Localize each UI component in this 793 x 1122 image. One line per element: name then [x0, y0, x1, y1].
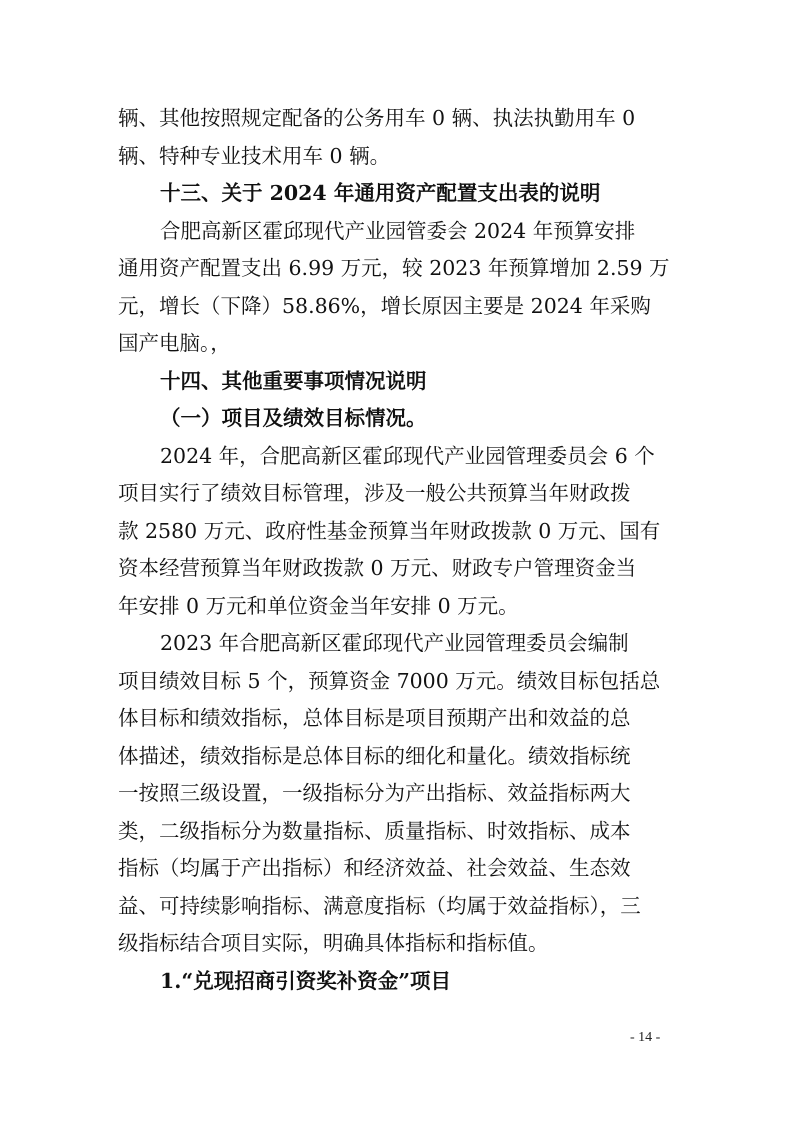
section-heading: 1.“兑现招商引资奖补资金”项目 [160, 968, 451, 993]
paragraph-line: 通用资产配置支出 6.99 万元，较 2023 年预算增加 2.59 万 [118, 256, 670, 280]
paragraph-line: 项目绩效目标 5 个，预算资金 7000 万元。绩效目标包括总 [118, 668, 661, 693]
paragraph-line: 指标（均属于产出指标）和经济效益、社会效益、生态效 [118, 856, 631, 880]
paragraph-line: 款 2580 万元、政府性基金预算当年财政拨款 0 万元、国有 [118, 518, 661, 543]
paragraph-line: 元，增长（下降）58.86%，增长原因主要是 2024 年采购 [118, 293, 651, 318]
paragraph-line: 益、可持续影响指标、满意度指标（均属于效益指标），三 [118, 893, 641, 918]
paragraph-line: 2023 年合肥高新区霍邱现代产业园管理委员会编制 [160, 631, 629, 655]
paragraph-line: 体目标和绩效指标，总体目标是项目预期产出和效益的总 [118, 706, 631, 730]
paragraph-line: 国产电脑。， [118, 331, 231, 355]
paragraph-line: 年安排 0 万元和单位资金当年安排 0 万元。 [118, 593, 519, 618]
paragraph-line: 辆、特种专业技术用车 0 辆。 [118, 143, 391, 168]
paragraph-line: 合肥高新区霍邱现代产业园管委会 2024 年预算安排 [160, 218, 636, 243]
paragraph-line: 一按照三级设置，一级指标分为产出指标、效益指标两大 [118, 781, 631, 805]
paragraph-line: 项目实行了绩效目标管理，涉及一般公共预算当年财政拨 [118, 481, 631, 505]
paragraph-line: 体描述，绩效指标是总体目标的细化和量化。绩效指标统 [118, 743, 631, 768]
page-number: - 14 - [630, 1030, 661, 1045]
section-heading: 十三、关于 2024 年通用资产配置支出表的说明 [160, 181, 601, 205]
paragraph-line: 2024 年，合肥高新区霍邱现代产业园管理委员会 6 个 [160, 443, 655, 468]
document-body [118, 100, 682, 1000]
paragraph-line: 辆、其他按照规定配备的公务用车 0 辆、执法执勤用车 0 [118, 106, 636, 130]
paragraph-line: 类，二级指标分为数量指标、质量指标、时效指标、成本 [118, 818, 631, 843]
section-heading: （一）项目及绩效目标情况。 [160, 406, 427, 430]
paragraph-line: 级指标结合项目实际，明确具体指标和指标值。 [118, 931, 549, 955]
section-heading: 十四、其他重要事项情况说明 [160, 368, 427, 393]
paragraph-line: 资本经营预算当年财政拨款 0 万元、财政专户管理资金当 [118, 556, 637, 580]
